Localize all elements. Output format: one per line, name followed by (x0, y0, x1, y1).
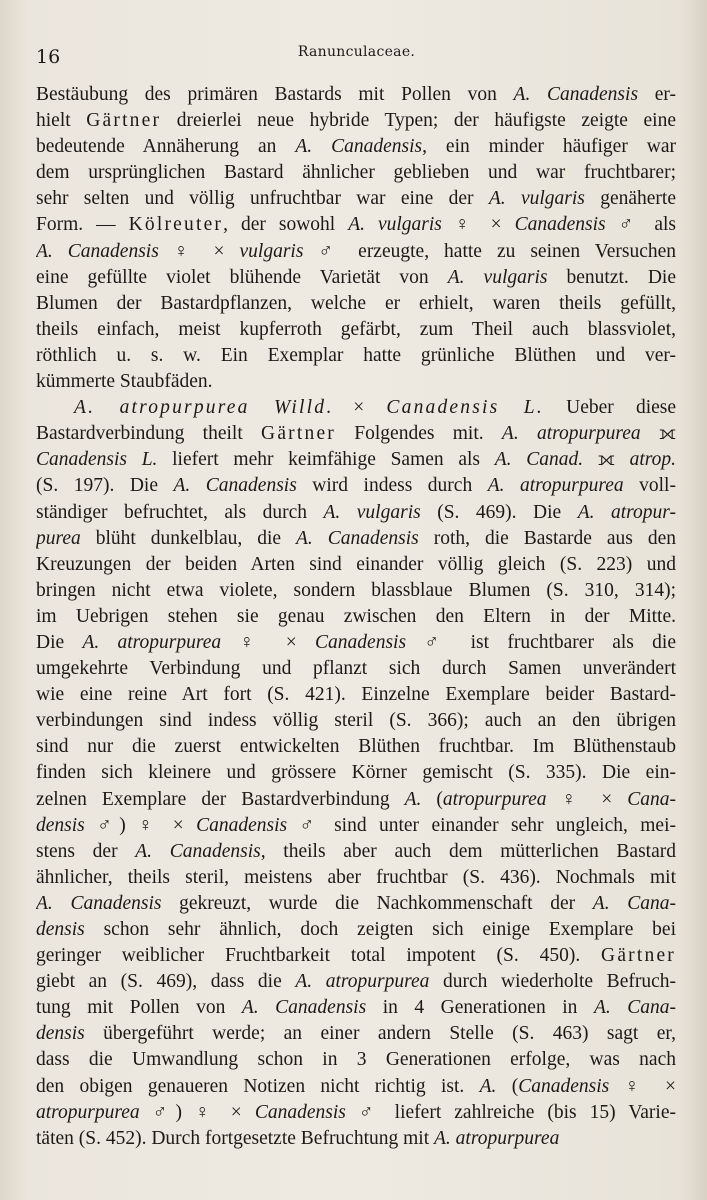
text-run: . × (326, 397, 387, 419)
text-line (36, 656, 676, 682)
text-run: theils einfach, meist kupferroth gefärbt, zum Theil auch blassviolet, (36, 318, 676, 340)
text-run: im Uebrigen stehen sie genau zwischen den Eltern in der Mitte. (36, 605, 676, 627)
italic-text: A. vulgaris (488, 188, 585, 210)
italic-text: A. Canadensis (296, 527, 419, 549)
text-run: Ueber diese (543, 397, 676, 419)
text-run: liefert mehr keimfähige Samen als (157, 449, 495, 471)
text-line (36, 82, 676, 108)
italic-text: A. Cana- (593, 997, 676, 1019)
spaced-name: Gärtner (261, 423, 336, 445)
text-line (36, 865, 676, 891)
italic-text: A. Canadensis (241, 997, 367, 1019)
text-run: den obigen genaueren Notizen nicht richtig ist. (36, 1075, 480, 1097)
text-run: tung mit Pollen von (36, 997, 242, 1019)
text-run: kümmerte Staubfäden. (36, 371, 213, 393)
text-line (36, 395, 676, 421)
text-line (36, 317, 676, 343)
italic-text: atropurpurea (442, 788, 547, 810)
text-run: (S. 197). Die (36, 475, 174, 497)
text-run: dem ursprünglichen Bastard ähnlicher geblieben und war fruchtbarer; (36, 162, 676, 184)
text-run: ( (421, 788, 443, 810)
text-run: Kreuzungen der beiden Arten sind einander völlig gleich (S. 223) und (36, 553, 676, 575)
text-line (36, 969, 676, 995)
text-run: benutzt. Die (547, 266, 676, 288)
text-run: röthlich u. s. w. Ein Exemplar hatte grünliche Blüthen und ver- (36, 344, 676, 366)
italic-text: atropurpurea (36, 1101, 140, 1123)
text-run: voll- (623, 475, 676, 497)
italic-text: A. Canadensis (295, 136, 423, 158)
text-line (36, 500, 676, 526)
italic-text: purea (36, 527, 81, 549)
italic-text: A. atropurpurea (82, 631, 222, 653)
text-line (36, 186, 676, 212)
text-run: roth, die Bastarde aus den (418, 527, 676, 549)
text-run: (S. 469). Die (420, 501, 578, 523)
text-run: geringer weiblicher Fruchtbarkeit total impotent (S. 450). (36, 945, 602, 967)
italic-text: densis (36, 1023, 85, 1045)
text-line (36, 473, 676, 499)
text-run: ♀ × (441, 214, 515, 236)
text-line (36, 447, 676, 473)
italic-text: Canadensis (196, 814, 288, 836)
text-run: ähnlicher, theils steril, meistens aber fruchtbar (S. 436). Nochmals mit (36, 866, 676, 888)
text-run: genäherte (584, 188, 676, 210)
text-run: ♂ als (605, 214, 676, 236)
text-line (36, 813, 676, 839)
italic-text: A. atropurpurea Willd (74, 397, 327, 419)
text-run: ♂) ♀ × (139, 1101, 255, 1123)
italic-text: A. (404, 788, 422, 810)
text-run: ♀ × (221, 631, 316, 653)
text-run: dass die Umwandlung schon in 3 Generationen erfolge, was nach (36, 1049, 676, 1071)
text-line (36, 1021, 676, 1047)
text-line (36, 108, 676, 134)
text-line (36, 708, 676, 734)
italic-text: densis (36, 919, 85, 940)
text-line (36, 734, 676, 760)
text-line (36, 787, 676, 813)
text-run: , theils aber auch dem mütterlichen Bastard (260, 840, 676, 862)
text-run: ( (496, 1075, 519, 1097)
text-line (36, 917, 676, 943)
text-line (36, 212, 676, 238)
italic-text: densis (36, 814, 85, 836)
text-run: täten (S. 452). Durch fortgesetzte Befruchtung mit (36, 1127, 435, 1149)
italic-text: A. vulgaris (348, 214, 442, 236)
italic-text: A. atropurpurea (434, 1127, 560, 1149)
text-line (36, 839, 676, 865)
italic-text: A. Canad. (494, 449, 584, 471)
text-line (36, 995, 676, 1021)
italic-text: vulgaris (239, 240, 304, 262)
text-line (36, 891, 676, 917)
text-run: giebt an (S. 469), dass die (36, 971, 296, 993)
text-run: zelnen Exemplare der Bastardverbindung (36, 788, 405, 810)
text-line (36, 604, 676, 630)
text-run: Folgendes mit. (336, 423, 502, 445)
text-run: Die (36, 631, 83, 653)
italic-text: A. atropur- (577, 501, 676, 523)
text-line (36, 1047, 676, 1073)
text-line (36, 760, 676, 786)
text-run: eine gefüllte violet blühende Varietät von (36, 266, 448, 288)
text-run: Bastardverbindung theilt (36, 423, 262, 445)
italic-text: A. Cana- (592, 892, 676, 914)
text-run: finden sich kleinere und grössere Körner gemischt (S. 335). Die ein- (36, 762, 676, 784)
text-line (36, 369, 676, 395)
text-run: dreierlei neue hybride Typen; der häufigste zeigte eine (161, 110, 676, 132)
text-run: schon sehr ähnlich, doch zeigten sich einige Exemplare bei (84, 919, 676, 940)
text-line (36, 239, 676, 265)
text-line (36, 421, 676, 447)
text-run: Blumen der Bastardpflanzen, welche er erhielt, waren theils gefüllt, (36, 292, 676, 314)
italic-text: atrop. (629, 449, 676, 471)
text-line (36, 343, 676, 369)
text-run: er- (638, 84, 676, 105)
text-run: ♂ ist fruchtbarer als die (406, 631, 676, 653)
italic-text: Canadensis (254, 1101, 346, 1123)
text-run: bedeutende Annäherung an (36, 136, 296, 158)
text-line (36, 552, 676, 578)
text-run: ♀ × (609, 1075, 676, 1097)
text-run: hielt (36, 110, 87, 132)
text-run: , ein minder häufiger war (422, 136, 676, 158)
italic-text: Canadensis (518, 1075, 610, 1097)
text-line (36, 160, 676, 186)
page-number: 16 (36, 46, 61, 68)
text-run: umgekehrte Verbindung und pflanzt sich durch Samen unverändert (36, 658, 676, 680)
text-run: übergeführt werde; an einer andern Stelle (S. 463) sagt er, (84, 1023, 676, 1045)
italic-text: Canadensis (315, 631, 407, 653)
text-line (36, 1126, 676, 1152)
text-line (36, 265, 676, 291)
italic-text: Cana- (627, 788, 676, 810)
text-run: sehr selten und völlig unfruchtbar war eine der (36, 188, 489, 210)
text-run: ♀ × (158, 240, 240, 262)
running-head: Ranunculaceae. (297, 44, 416, 60)
text-run: verbindungen sind indess völlig steril (S. 366); auch an den übrigen (36, 710, 676, 732)
spaced-name: Gärtner (86, 110, 162, 132)
text-run: wird indess durch (296, 475, 488, 497)
text-line (36, 630, 676, 656)
text-run: durch wiederholte Befruch- (429, 971, 676, 993)
italic-text: A. Canadensis (173, 475, 297, 497)
italic-text: A. atropurpurea (295, 971, 430, 993)
text-run: ♂ liefert zahlreiche (bis 15) Varie- (345, 1101, 676, 1123)
text-run: ♀ × (546, 788, 628, 810)
text-run: ständiger befruchtet, als durch (36, 501, 324, 523)
italic-text: A. atropurpurea (487, 475, 624, 497)
text-line (36, 943, 676, 969)
text-line (36, 291, 676, 317)
body-text (36, 82, 676, 1152)
page-header (36, 44, 677, 74)
text-run: gekreuzt, wurde die Nachkommenschaft der (161, 892, 593, 914)
spaced-name: Kölreuter (128, 214, 224, 236)
text-run: ⟗ (583, 449, 630, 471)
italic-text: A. Canadensis (36, 240, 159, 262)
text-run: in 4 Generationen in (366, 997, 594, 1019)
italic-text: Canadensis L. (36, 449, 158, 471)
text-run: ♂ sind unter einander sehr ungleich, mei- (287, 814, 676, 836)
text-run: Bestäubung des primären Bastards mit Pollen von (36, 84, 514, 105)
text-run: sind nur die zuerst entwickelten Blüthen fruchtbar. Im Blüthenstaub (36, 736, 676, 758)
text-line (36, 682, 676, 708)
italic-text: A. vulgaris (447, 266, 548, 288)
italic-text: A. Canadensis (36, 892, 162, 914)
text-line (36, 134, 676, 160)
text-run: ⟗ (640, 423, 676, 445)
italic-text: A. atropurpurea (501, 423, 641, 445)
text-run: Form. — (36, 214, 129, 236)
text-line (36, 1100, 676, 1126)
text-line (36, 1074, 676, 1100)
text-run: bringen nicht etwa violete, sondern blassblaue Blumen (S. 310, 314); (36, 579, 676, 601)
italic-text: A. vulgaris (323, 501, 421, 523)
text-run: ♂ erzeugte, hatte zu seinen Versuchen (303, 240, 676, 262)
text-line (36, 578, 676, 604)
italic-text: Canadensis (514, 214, 606, 236)
italic-text: A. Canadensis (135, 840, 261, 862)
text-run: stens der (36, 840, 136, 862)
italic-text: Canadensis L. (386, 397, 544, 419)
text-run: wie eine reine Art fort (S. 421). Einzelne Exemplare beider Bastard- (36, 684, 676, 706)
text-run: ♂) ♀ × (84, 814, 197, 836)
text-run: , der sowohl (223, 214, 349, 236)
text-line (36, 526, 676, 552)
spaced-name: Gärtner (601, 945, 676, 967)
text-run: blüht dunkelblau, die (80, 527, 297, 549)
italic-text: A. Canadensis (513, 84, 639, 105)
italic-text: A. (479, 1075, 497, 1097)
